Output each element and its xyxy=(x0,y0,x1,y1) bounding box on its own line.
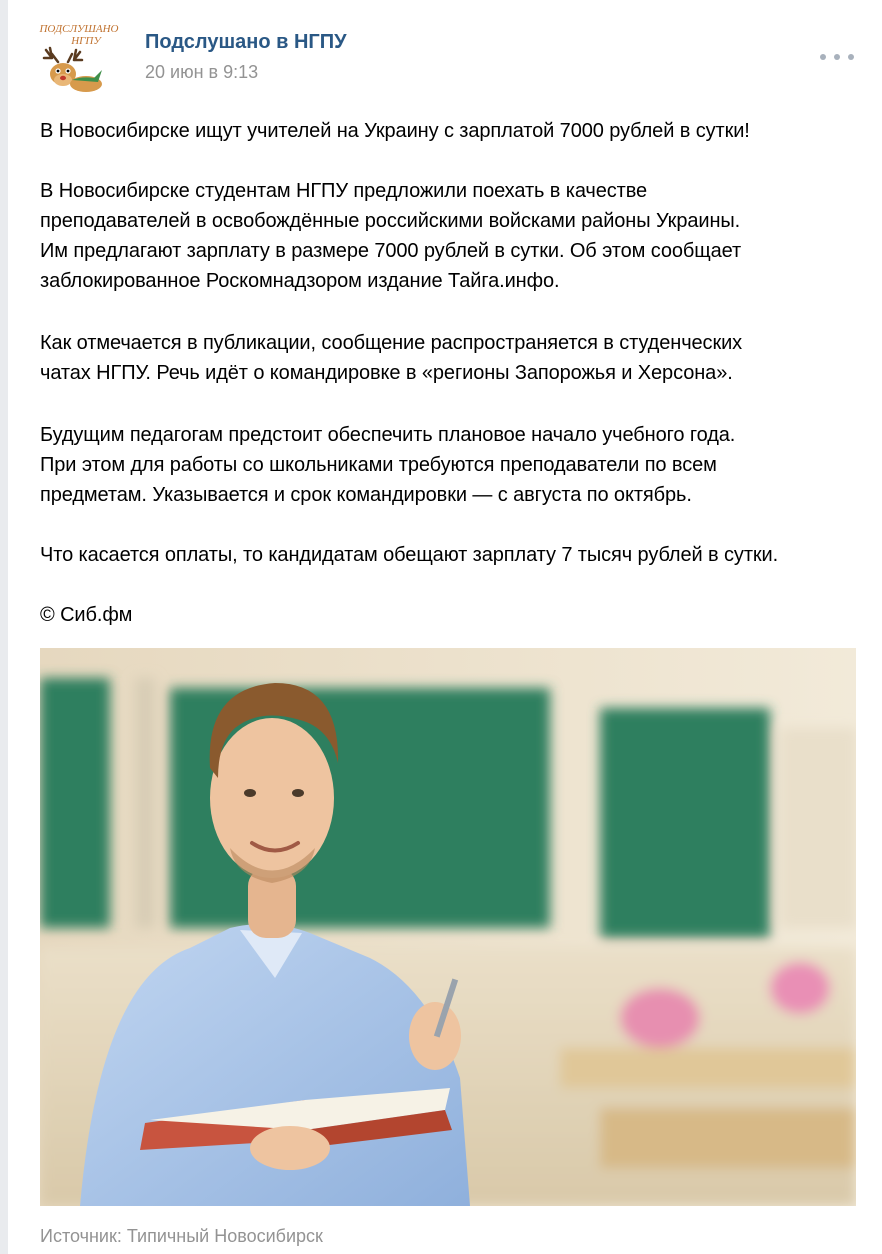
post-paragraph-line: При этом для работы со школьниками требуются преподаватели по всем xyxy=(40,454,717,476)
group-name-link[interactable]: Подслушано в НГПУ xyxy=(145,31,347,53)
post-copyright: © Сиб.фм xyxy=(40,604,133,626)
post-paragraph-line: Как отмечается в публикации, сообщение распространяется в студенческих xyxy=(40,332,743,354)
post-paragraph-line: Будущим педагогам предстоит обеспечить плановое начало учебного года. xyxy=(40,424,736,446)
post-date[interactable]: 20 июн в 9:13 xyxy=(145,62,259,82)
ellipsis-icon xyxy=(848,54,854,60)
left-border xyxy=(0,0,8,1254)
post-paragraph-line: заблокированное Роскомнадзором издание Тайга.инфо. xyxy=(40,270,560,292)
post-paragraph-line: преподавателей в освобождённые российскими войсками районы Украины. xyxy=(40,210,741,232)
post-paragraph-line: В Новосибирске студентам НГПУ предложили поехать в качестве xyxy=(40,180,648,202)
post-headline: В Новосибирске ищут учителей на Украину с зарплатой 7000 рублей в сутки! xyxy=(40,120,750,142)
post-photo[interactable] xyxy=(40,648,856,1206)
source-link[interactable]: Источник: Типичный Новосибирск xyxy=(40,1226,323,1246)
post-paragraph-line: чатах НГПУ. Речь идёт о командировке в «регионы Запорожья и Херсона». xyxy=(40,362,733,384)
avatar-text-top: ПОДСЛУШАНО xyxy=(39,23,119,35)
post-paragraph-line: Им предлагают зарплату в размере 7000 рублей в сутки. Об этом сообщает xyxy=(40,240,742,262)
ellipsis-icon xyxy=(820,54,826,60)
group-avatar[interactable] xyxy=(38,18,120,100)
ellipsis-icon xyxy=(834,54,840,60)
avatar-text-bottom: НГПУ xyxy=(71,35,101,47)
more-options-button[interactable] xyxy=(820,48,854,66)
post-paragraph-line: предметам. Указывается и срок командировки — с августа по октябрь. xyxy=(40,484,692,506)
post-paragraph-line: Что касается оплаты, то кандидатам обещают зарплату 7 тысяч рублей в сутки. xyxy=(40,544,779,566)
